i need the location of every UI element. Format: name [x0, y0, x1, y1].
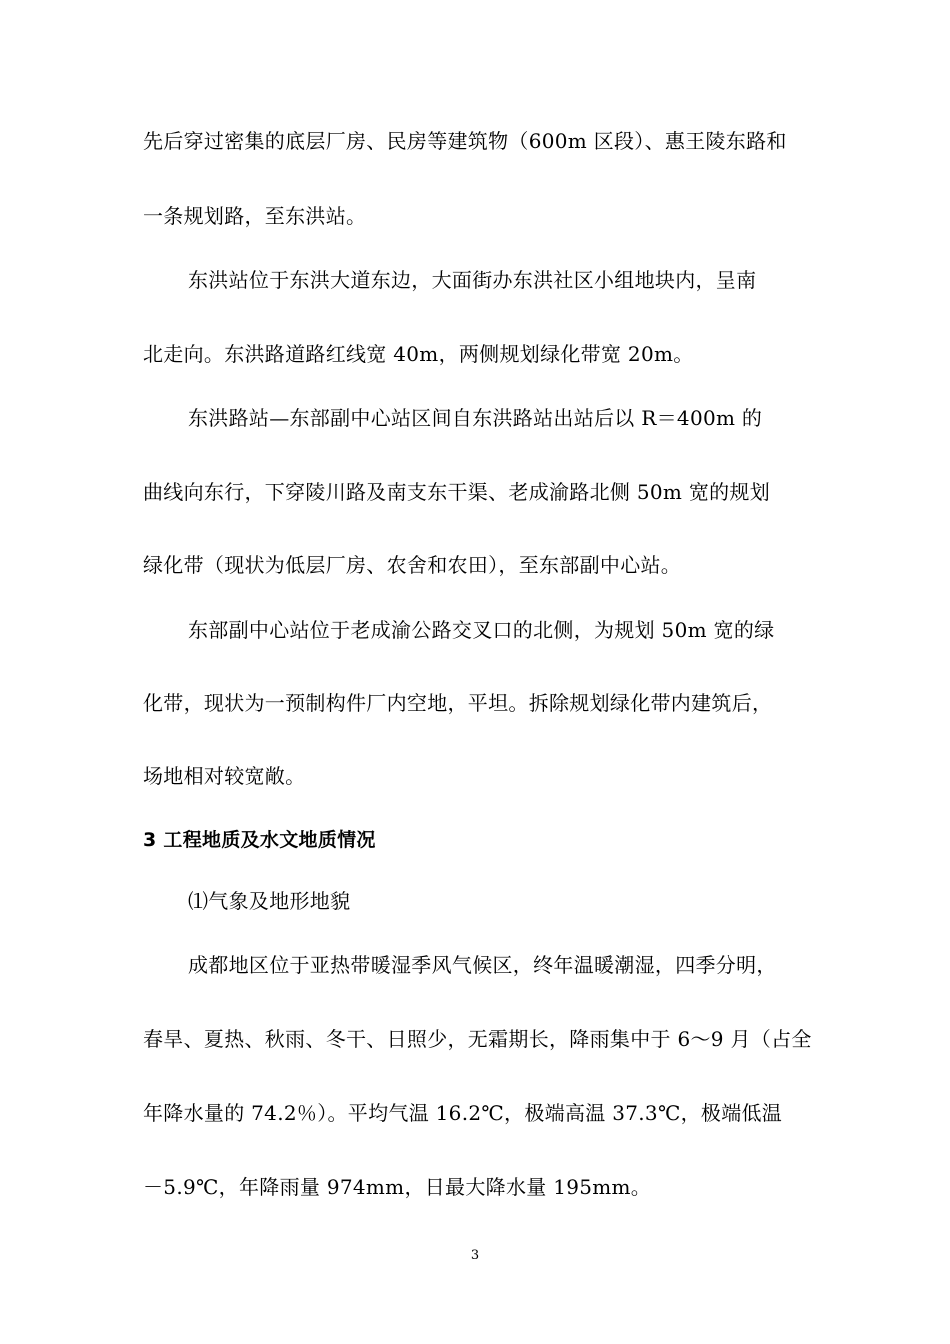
text-line-10: 场地相对较宽敞。 — [143, 764, 306, 788]
text-line-8: 东部副中心站位于老成渝公路交叉口的北侧，为规划 50m 宽的绿 — [188, 618, 775, 642]
text-line-7: 绿化带（现状为低层厂房、农舍和农田），至东部副中心站。 — [143, 553, 682, 577]
text-line-5: 东洪路站—东部副中心站区间自东洪路站出站后以 R＝400m 的 — [188, 406, 763, 430]
text-line-9: 化带，现状为一预制构件厂内空地，平坦。拆除规划绿化带内建筑后， — [143, 691, 773, 715]
text-line-6: 曲线向东行，下穿陵川路及南支东干渠、老成渝路北侧 50m 宽的规划 — [143, 480, 771, 504]
text-line-15: 年降水量的 74.2％）。平均气温 16.2℃，极端高温 37.3℃，极端低温 — [143, 1101, 783, 1125]
text-line-13: 成都地区位于亚热带暖湿季风气候区，终年温暖潮湿，四季分明， — [188, 953, 777, 977]
text-line-16: －5.9℃，年降雨量 974mm，日最大降水量 195mm。 — [143, 1175, 652, 1199]
text-line-2: 一条规划路，至东洪站。 — [143, 204, 367, 228]
text-line-14: 春旱、夏热、秋雨、冬干、日照少，无霜期长，降雨集中于 6～9 月（占全 — [143, 1027, 812, 1051]
text-line-1: 先后穿过密集的底层厂房、民房等建筑物（600m 区段）、惠王陵东路和 — [143, 129, 787, 153]
text-line-4: 北走向。东洪路道路红线宽 40m，两侧规划绿化带宽 20m。 — [143, 342, 694, 366]
section-heading: 3 工程地质及水文地质情况 — [143, 829, 376, 851]
text-line-3: 东洪站位于东洪大道东边，大面街办东洪社区小组地块内，呈南 — [188, 268, 757, 292]
page-number: 3 — [470, 1248, 480, 1263]
subsection-heading: ⑴气象及地形地貌 — [188, 889, 351, 913]
